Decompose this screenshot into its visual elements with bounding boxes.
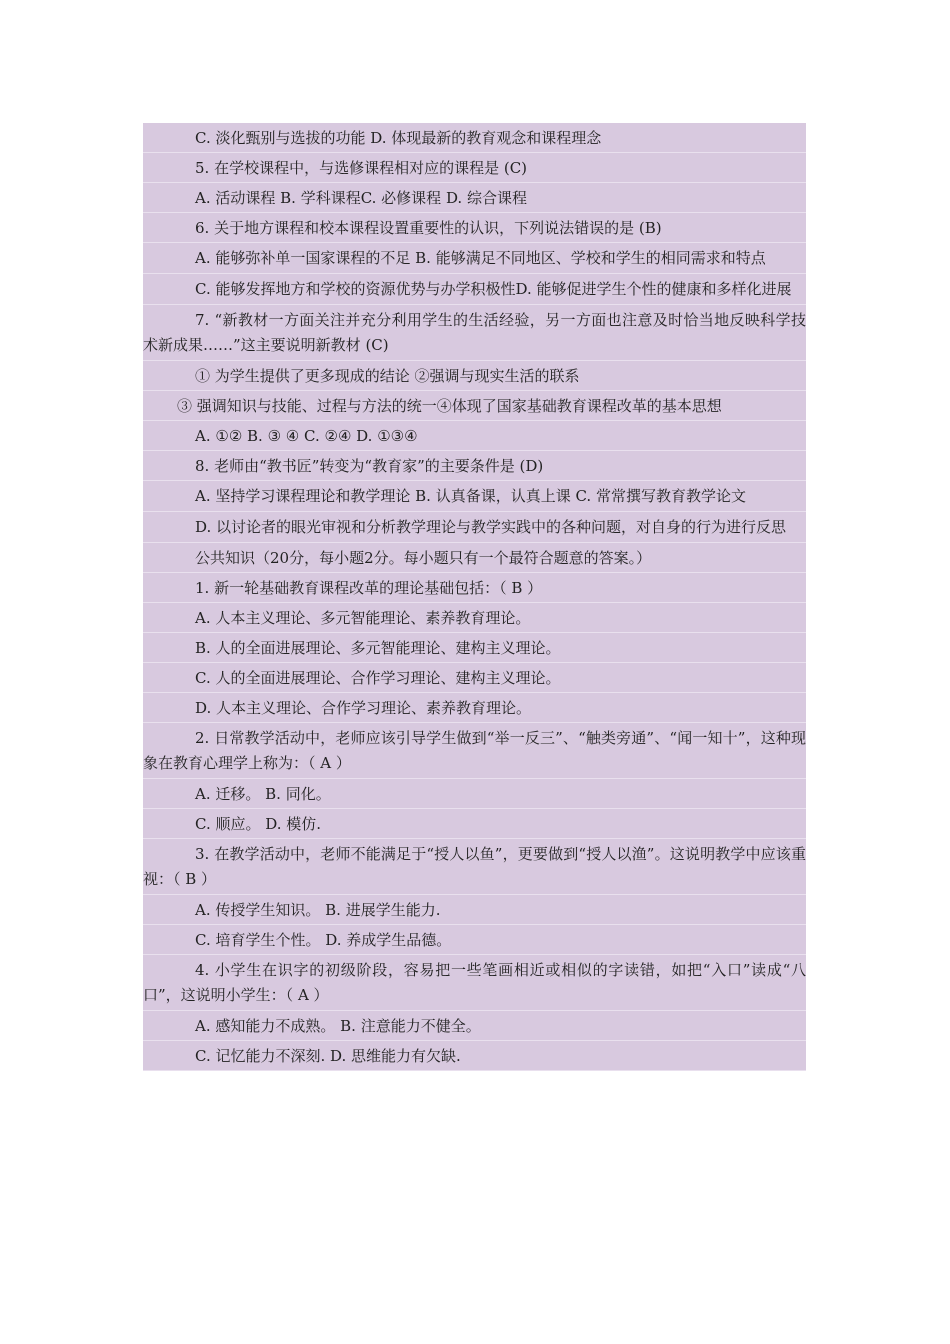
question-paragraph: 4. 小学生在识字的初级阶段，容易把一些笔画相近或相似的字读错，如把“入口”读成“八口”，这说明小学生：（ A ） [143, 955, 806, 1011]
text-line: A. 迁移。 B. 同化。 [143, 779, 806, 809]
text-line: A. ①② B. ③ ④ C. ②④ D. ①③④ [143, 421, 806, 451]
question-line: 8. 老师由“教书匠”转变为“教育家”的主要条件是 (D) [143, 451, 806, 481]
text-line: ① 为学生提供了更多现成的结论 ②强调与现实生活的联系 [143, 361, 806, 391]
text-line: B. 人的全面进展理论、多元智能理论、建构主义理论。 [143, 633, 806, 663]
text-line: A. 传授学生知识。 B. 进展学生能力. [143, 895, 806, 925]
text-line: C. 培育学生个性。 D. 养成学生品德。 [143, 925, 806, 955]
text-line: C. 记忆能力不深刻. D. 思维能力有欠缺. [143, 1041, 806, 1071]
text-paragraph: A. 坚持学习课程理论和教学理论 B. 认真备课，认真上课 C. 常常撰写教育教学论文 [143, 481, 806, 512]
text-line: C. 顺应。 D. 模仿. [143, 809, 806, 839]
question-line: 6. 关于地方课程和校本课程设置重要性的认识，下列说法错误的是 (B) [143, 213, 806, 243]
text-line: D. 人本主义理论、合作学习理论、素养教育理论。 [143, 693, 806, 723]
section-heading: 公共知识（20分，每小题2分。每小题只有一个最符合题意的答案。） [143, 543, 806, 573]
question-paragraph: 2. 日常教学活动中，老师应该引导学生做到“举一反三”、“触类旁通”、“闻一知十”，这种现象在教育心理学上称为：（ A ） [143, 723, 806, 779]
text-line: A. 活动课程 B. 学科课程C. 必修课程 D. 综合课程 [143, 183, 806, 213]
text-line: A. 感知能力不成熟。 B. 注意能力不健全。 [143, 1011, 806, 1041]
text-paragraph: C. 能够发挥地方和学校的资源优势与办学积极性D. 能够促进学生个性的健康和多样化进展 [143, 274, 806, 305]
document-body [143, 123, 806, 1071]
text-paragraph: D. 以讨论者的眼光审视和分析教学理论与教学实践中的各种问题，对自身的行为进行反思 [143, 512, 806, 543]
text-line: C. 淡化甄别与选拔的功能 D. 体现最新的教育观念和课程理念 [143, 123, 806, 153]
question-paragraph: 3. 在教学活动中，老师不能满足于“授人以鱼”，更要做到“授人以渔”。这说明教学中应该重视：（ B ） [143, 839, 806, 895]
question-paragraph: 7. “新教材一方面关注并充分利用学生的生活经验，另一方面也注意及时恰当地反映科学技术新成果……”这主要说明新教材 (C) [143, 305, 806, 361]
question-line: 1. 新一轮基础教育课程改革的理论基础包括：（ B ） [143, 573, 806, 603]
text-line: A. 人本主义理论、多元智能理论、素养教育理论。 [143, 603, 806, 633]
question-line: 5. 在学校课程中，与选修课程相对应的课程是 (C) [143, 153, 806, 183]
text-line: ③ 强调知识与技能、过程与方法的统一④体现了国家基础教育课程改革的基本思想 [143, 391, 806, 421]
text-line: C. 人的全面进展理论、合作学习理论、建构主义理论。 [143, 663, 806, 693]
text-paragraph: A. 能够弥补单一国家课程的不足 B. 能够满足不同地区、学校和学生的相同需求和特点 [143, 243, 806, 274]
